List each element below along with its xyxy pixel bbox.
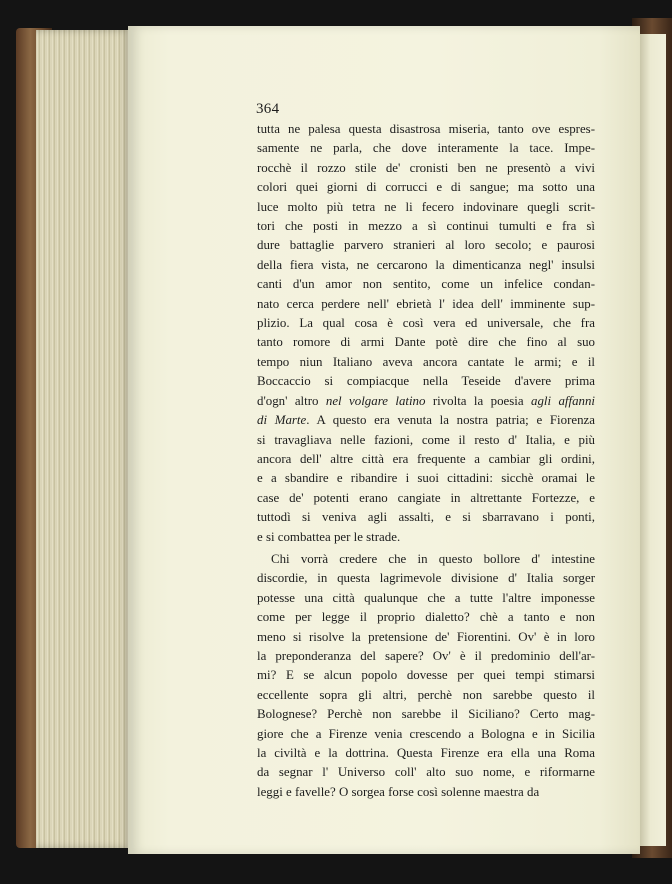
text-line: tutta ne palesa questa disastrosa miseria, tanto ove espres- [257,122,595,136]
text-line: colori quei giorni di corrucci e di sangue; ma sotto una [257,180,595,195]
text-line: Bolognese? Perchè non sarebbe il Siciliano? Certo mag- [257,707,595,722]
text-line: dure battaglie parvero stranieri al loro secolo; e paurosi [257,238,595,253]
text-line: leggi e favelle? O sorgea forse così solenne maestra da [257,784,540,799]
page-number: 364 [256,101,280,117]
text-line: samente ne parla, che dove interamente la tace. Impe- [257,141,595,156]
text-line: d'ogn' altro nel volgare latino rivolta la poesia agli affanni [257,393,595,408]
text-line: tuttodì si veniva agli assalti, e si sbarravano i ponti, [257,510,595,525]
text-line: Chi vorrà credere che in questo bollore d' intestine [271,551,595,566]
text-line: e a sbandire e ribandire i suoi cittadini: sicchè oramai le [257,471,595,486]
text-line: case de' potenti erano cangiate in altrettante Fortezze, e [257,490,595,505]
text-line: mi? E se alcun popolo dovesse per quei tempi stimarsi [257,668,595,683]
text-line: tori che posti in mezzo a sì continui tumulti e fra sì [257,219,595,234]
text-line: ancora dell' altre città era frequente a cambiar gli ordini, [257,451,595,466]
text-line: rocchè il rozzo stile de' cronisti ben ne presentò a vivi [257,160,595,175]
text-line: della fiera vista, ne cercarono la dimenticanza negl' insulsi [257,257,595,272]
text-line: luce molto più tetra ne li fecero indovinare quegli scrit- [257,199,595,214]
text-line: giore che a Firenze venia crescendo a Bologna e in Sicilia [257,726,595,741]
text-line: di Marte. A questo era venuta la nostra patria; e Fiorenza [257,413,595,428]
text-line: e si combattea per le strade. [257,529,401,544]
text-line: tempo niun Italiano aveva ancora cantate le armi; e il [257,354,595,369]
text-line: potesse una città qualunque che a tutte l'altre imponesse [257,590,595,605]
page-text [257,120,595,802]
text-line: si travagliava nelle fazioni, come il resto d' Italia, e più [257,432,595,447]
page-edges [36,30,132,848]
text-line: tanto romore di armi Dante potè dire che fino al suo [257,335,595,350]
text-line: discordie, in questa lagrimevole divisione d' Italia sorger [257,571,595,586]
text-line: meno si risolve la pretensione de' Fiorentini. Ov' è in loro [257,629,595,644]
text-line: nato cerca perdere nell' ebrietà l' idea dell' imminente sup- [257,296,595,311]
text-line: la civiltà e la dottrina. Questa Firenze era ella una Roma [257,746,595,760]
text-line: come per legge il proprio dialetto? chè a tanto e non [257,610,595,625]
text-line: Boccaccio si compiacque nella Teseide d'avere prima [257,374,595,389]
text-line: da segnar l' Universo coll' alto suo nome, e riformarne [257,765,595,780]
text-line: eccellente sopra gli altri, perchè non sarebbe questo il [257,687,595,702]
text-line: la preponderanza del sapere? Ov' è il predominio dell'ar- [257,648,595,663]
text-line: canti d'un amor non sentito, come un infelice condan- [257,277,595,292]
facing-page-edge [640,34,666,846]
text-line: plizio. La qual cosa è così vera ed universale, che fra [257,316,595,331]
